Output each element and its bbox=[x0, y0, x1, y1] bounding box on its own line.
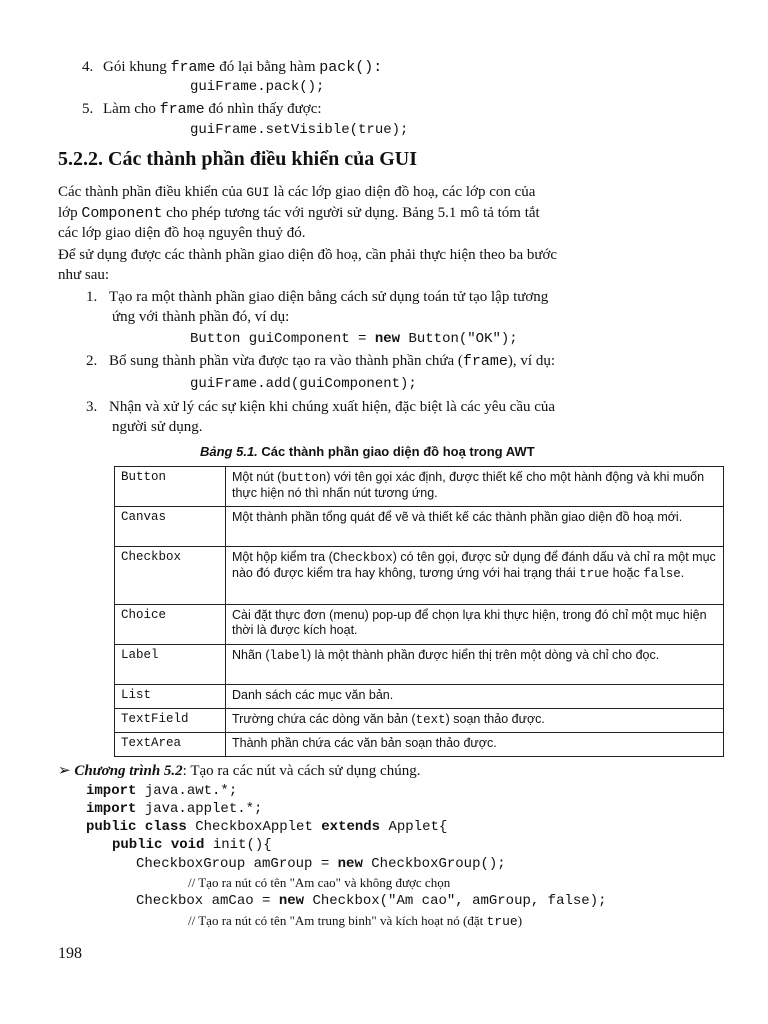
component-name: List bbox=[115, 685, 226, 709]
component-description: Nhãn (label) là một thành phần được hiển thị trên một dòng và chỉ cho đọc. bbox=[226, 645, 724, 685]
component-description: Thành phần chứa các văn bản soạn thảo được. bbox=[226, 733, 724, 757]
paragraph-line bbox=[58, 183, 535, 202]
keyword: new bbox=[278, 893, 305, 909]
inline-code: pack(): bbox=[319, 59, 383, 76]
section-title: 5.2.2. Các thành phần điều khiển của GUI bbox=[58, 148, 417, 170]
component-name: Choice bbox=[115, 605, 226, 645]
code: Applet{ bbox=[380, 819, 448, 835]
step-text: Bổ sung thành phần vừa được tạo ra vào thành phần chứa ( bbox=[109, 353, 463, 369]
component-description: Cài đặt thực đơn (menu) pop-up để chọn lựa khi thực hiện, trong đó chỉ một mục hiện thời là được kích hoạt. bbox=[226, 605, 724, 645]
component-name: Canvas bbox=[115, 507, 226, 547]
page-number: 198 bbox=[58, 945, 82, 962]
code-line: guiFrame.setVisible(true); bbox=[190, 122, 409, 138]
text: lớp bbox=[58, 205, 82, 221]
table-row bbox=[115, 645, 724, 685]
step-2 bbox=[86, 352, 555, 371]
step-text: đó lại bằng hàm bbox=[215, 59, 320, 75]
keyword: extends bbox=[321, 819, 381, 835]
step-number: 4. bbox=[82, 59, 94, 75]
inline-code: frame bbox=[462, 353, 508, 370]
paragraph-line: các lớp giao diện đồ hoạ nguyên thuỷ đó. bbox=[58, 225, 306, 241]
code: Button("OK"); bbox=[400, 331, 518, 347]
comment-text: // Tạo ra nút có tên "Am trung binh" và kích hoạt nó (đặt bbox=[188, 913, 487, 928]
step-number: 2. bbox=[86, 353, 98, 369]
table-caption bbox=[200, 443, 535, 461]
component-name: TextField bbox=[115, 709, 226, 733]
code: java.awt.*; bbox=[136, 783, 238, 799]
code-line: guiFrame.pack(); bbox=[190, 79, 325, 95]
step-text: ứng với thành phần đó, ví dụ: bbox=[112, 309, 290, 325]
code: Button guiComponent = bbox=[190, 331, 375, 347]
code: java.applet.*; bbox=[136, 801, 263, 817]
code-line bbox=[86, 800, 262, 818]
inline-code: frame bbox=[159, 101, 205, 118]
text: là các lớp giao diện đồ hoạ, các lớp con của bbox=[269, 184, 536, 200]
component-description: Danh sách các mục văn bản. bbox=[226, 685, 724, 709]
step-text: Nhận và xử lý các sự kiện khi chúng xuất hiện, đặc biệt là các yêu cầu của bbox=[109, 399, 556, 415]
code-line bbox=[136, 855, 506, 873]
step-text: ), ví dụ: bbox=[507, 353, 556, 369]
code: Checkbox amCao = bbox=[136, 893, 279, 909]
keyword: void bbox=[170, 837, 205, 853]
code-line bbox=[86, 782, 237, 800]
keyword: class bbox=[144, 819, 187, 835]
code: CheckboxGroup(); bbox=[362, 856, 506, 872]
inline-code: true bbox=[486, 914, 518, 929]
step-text: Gói khung bbox=[103, 59, 171, 75]
text: cho phép tương tác với người sử dụng. Bảng 5.1 mô tả tóm tắt bbox=[162, 205, 540, 221]
caption-label: Bảng 5.1. bbox=[200, 444, 258, 459]
code: CheckboxApplet bbox=[186, 819, 322, 835]
code: Checkbox("Am cao", amGroup, false); bbox=[304, 893, 607, 909]
component-name: TextArea bbox=[115, 733, 226, 757]
table-row bbox=[115, 685, 724, 709]
awt-components-table bbox=[114, 466, 724, 757]
code-comment: // Tạo ra nút có tên "Am cao" và không được chọn bbox=[188, 875, 451, 890]
code-line bbox=[136, 892, 607, 910]
step-number: 3. bbox=[86, 399, 98, 415]
comment-text: ) bbox=[517, 913, 523, 928]
paragraph-line: như sau: bbox=[58, 267, 110, 283]
text: Các thành phần điều khiển của bbox=[58, 184, 247, 200]
step-5 bbox=[82, 100, 322, 119]
component-name: Checkbox bbox=[115, 547, 226, 605]
table-row bbox=[115, 605, 724, 645]
code-line bbox=[190, 330, 518, 348]
program-label: Chương trình 5.2 bbox=[74, 763, 183, 779]
code-line bbox=[112, 836, 272, 854]
component-description: Một hộp kiểm tra (Checkbox) có tên gọi, được sử dụng để đánh dấu và chỉ ra một mục nào đó được kiểm tra hay không, tương ứng với hai trạng thái true hoặc false. bbox=[226, 547, 724, 605]
step-text: Làm cho bbox=[103, 101, 160, 117]
arrow-bullet-icon: ➢ bbox=[58, 763, 71, 779]
code-line: guiFrame.add(guiComponent); bbox=[190, 376, 417, 392]
component-name: Button bbox=[115, 467, 226, 507]
inline-code: frame bbox=[170, 59, 216, 76]
code-comment bbox=[188, 912, 522, 931]
step-4 bbox=[82, 58, 382, 77]
step-number: 5. bbox=[82, 101, 94, 117]
table-row bbox=[115, 733, 724, 757]
component-description: Trường chứa các dòng văn bản (text) soạn thảo được. bbox=[226, 709, 724, 733]
component-description: Một nút (button) với tên gọi xác định, được thiết kế cho một hành động và khi muốn thực hiện nó thì nhấn nút tương ứng. bbox=[226, 467, 724, 507]
step-text: đó nhìn thấy được: bbox=[204, 101, 322, 117]
step-text: Tạo ra một thành phần giao diện bằng cách sử dụng toán tử tạo lập tương bbox=[109, 289, 549, 305]
caption-text: Các thành phần giao diện đồ hoạ trong AWT bbox=[257, 444, 535, 459]
table-row bbox=[115, 467, 724, 507]
step-3 bbox=[86, 398, 555, 416]
table-row bbox=[115, 507, 724, 547]
keyword: import bbox=[86, 801, 137, 817]
step-text: người sử dụng. bbox=[112, 419, 203, 435]
code: init(){ bbox=[204, 837, 272, 853]
keyword: public bbox=[112, 837, 163, 853]
table-row bbox=[115, 709, 724, 733]
component-description: Một thành phần tổng quát để vẽ và thiết kế các thành phần giao diện đồ hoạ mới. bbox=[226, 507, 724, 547]
program-heading bbox=[58, 762, 420, 780]
inline-code: Component bbox=[81, 205, 163, 222]
keyword: new bbox=[337, 856, 363, 872]
keyword: public bbox=[86, 819, 137, 835]
code: CheckboxGroup amGroup = bbox=[136, 856, 338, 872]
step-number: 1. bbox=[86, 289, 98, 305]
program-description: : Tạo ra các nút và cách sử dụng chúng. bbox=[182, 763, 421, 779]
code-line bbox=[86, 818, 447, 836]
step-1 bbox=[86, 288, 548, 306]
table-row bbox=[115, 547, 724, 605]
component-name: Label bbox=[115, 645, 226, 685]
keyword: import bbox=[86, 783, 137, 799]
inline-code: GUI bbox=[246, 185, 270, 200]
paragraph-line: Để sử dụng được các thành phần giao diện đồ hoạ, cần phải thực hiện theo ba bước bbox=[58, 247, 558, 263]
keyword: new bbox=[374, 331, 401, 347]
paragraph-line bbox=[58, 204, 540, 223]
